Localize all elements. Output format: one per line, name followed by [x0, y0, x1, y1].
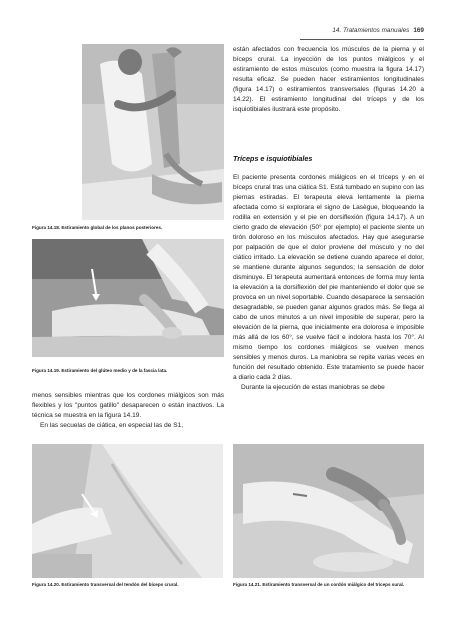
figure-14-20-caption: Figura 14.20. Estiramiento transversal del tendón del bíceps crural.	[32, 582, 179, 587]
header-rule	[300, 39, 424, 40]
figure-14-18-photo	[82, 44, 224, 220]
right-column-section-text	[233, 173, 424, 393]
left-column-text	[32, 391, 224, 431]
figure-14-19-caption: Figura 14.19. Estiramiento del glúteo medio y de la fascia lata.	[32, 368, 168, 373]
page-number: 169	[413, 27, 424, 34]
right-column-top-text	[233, 45, 424, 115]
left-paragraph: menos sensibles mientras que los cordones miálgicos son más flexibles y los "puntos gatillo" desaparecen o están inactivos. La técnica se muestra en la figura 14.19.	[32, 392, 224, 419]
figure-14-18-caption: Figura 14.18. Estiramiento global de los planos posteriores.	[32, 225, 163, 230]
figure-14-20-photo	[32, 444, 223, 578]
figure-14-19-photo	[32, 239, 224, 357]
running-header	[250, 27, 424, 37]
figure-14-21-photo	[233, 444, 424, 578]
right-top-paragraph: están afectados con frecuencia los músculos de la pierna y el bíceps crural. La inyección de los puntos miálgicos y el estiramiento de estos músculos (como muestra la figura 14.17) resulta eficaz. Se pueden hacer estiramientos longitudinales (figura 14.17) o estiramientos transversales (figuras 14.20 a 14.22). El estiramiento longitudinal del tríceps y de los isquiotibiales ilustrará este propósito.	[233, 46, 424, 113]
closing-paragraph: Durante la ejecución de estas maniobras se debe	[241, 384, 385, 391]
section-heading: Tríceps e isquiotibiales	[233, 154, 313, 163]
section-paragraph: El paciente presenta cordones miálgicos en el tríceps y en el bíceps crural tras una ciática S1. Está tumbado en supino con las piernas estiradas. El terapeuta eleva lentamente la pierna afectada como si explorara el signo de Lasègue, bloqueando la rodilla en extensión y el pie en dorsiflexión (figura 14.17). A un cierto grado de elevación (50° por ejemplo) el paciente siente un tirón doloroso en los músculos afectados. Hay que asegurarse por palpación de que el dolor proviene del músculo y no del ciático irritado. La elevación se detiene cuando aparece el dolor, se mantiene durante algunos segundos; la sensación de dolor disminuye. El terapeuta aumentará entonces de forma muy lenta la elevación a la dorsiflexión del pie manteniendo el dolor que se provoca en un nivel soportable. Cuando desaparece la sensación desagradable, se pueden ganar algunos grados más. Se llega al cabo de unos minutos a un nivel imposible de superar, pero la elevación de la pierna, que inicialmente era dolorosa e imposible más allá de los 60°, se vuelve fácil e indolora hasta los 70°. Al mismo tiempo los cordones miálgicos se vuelven menos sensibles y menos duros. La maniobra se repite varias veces en función del resultado obtenido. Este tratamiento se puede hacer a diario cada 2 días.	[233, 174, 424, 381]
chapter-title: 14. Tratamientos manuales	[332, 27, 410, 34]
figure-14-21-caption: Figura 14.21. Estiramiento transversal de un cordón miálgico del tríceps sural.	[233, 582, 405, 587]
left-paragraph-indent: En las secuelas de ciática, en especial las de S1,	[40, 422, 184, 429]
